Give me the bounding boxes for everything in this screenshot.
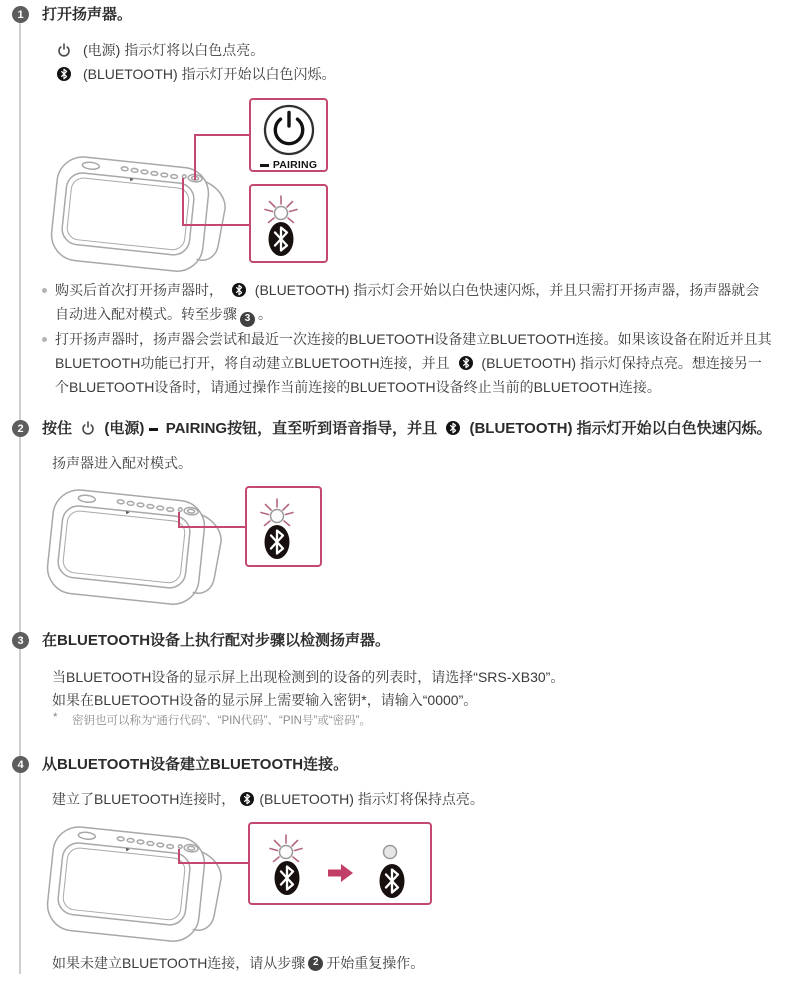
bluetooth-indicator-line: [52, 62, 336, 86]
step-3-line-2: 如果在BLUETOOTH设备的显示屏上需要输入密钥*，请输入“0000”。: [52, 692, 478, 708]
step-4-title: 从BLUETOOTH设备建立BLUETOOTH连接。: [42, 756, 349, 773]
indicator-lines: [52, 38, 336, 86]
step-4: [0, 756, 800, 981]
bluetooth-icon: [232, 283, 246, 297]
step-1: [0, 6, 800, 420]
step-3-title: 在BLUETOOTH设备上执行配对步骤以检测扬声器。: [42, 632, 391, 649]
final-segment: 如果未建立BLUETOOTH连接，请从步骤: [52, 955, 306, 971]
pairing-label: PAIRING: [272, 159, 318, 171]
power-button-icon: [262, 103, 316, 157]
step-2: [0, 420, 800, 632]
bluetooth-indicator-text: (BLUETOOTH) 指示灯开始以白色闪烁。: [83, 66, 336, 82]
power-indicator-line: [52, 38, 336, 62]
final-segment: 开始重复操作。: [326, 955, 425, 971]
bluetooth-badge-icon: [272, 859, 302, 897]
step-2-body: 扬声器进入配对模式。: [52, 455, 192, 471]
pairing-dash-icon: [260, 164, 269, 167]
callout-bluetooth-indicator: [245, 486, 322, 567]
bluetooth-icon: [57, 67, 71, 81]
title-segment: PAIRING按钮，直至听到语音指导，并且: [165, 420, 438, 437]
callout-connector: [182, 224, 249, 226]
bullet-text: (BLUETOOTH) 指示灯保持点亮。想连接另一个BLUETOOTH设备时，请通过操作当前连接的BLUETOOTH设备终止当前的BLUETOOTH连接。: [55, 354, 762, 395]
callout-connector: [182, 178, 184, 226]
step-3-line-1: 当BLUETOOTH设备的显示屏上出现检测到的设备的列表时，请选择“SRS-XB30”。: [52, 669, 565, 685]
bluetooth-badge-icon: [266, 220, 296, 258]
step-4-body: [52, 788, 484, 811]
callout-power-button: [249, 98, 328, 172]
bullet-text: 。: [258, 306, 272, 322]
speaker-illustration: [44, 140, 244, 280]
list-item: [40, 278, 772, 327]
power-indicator-text: (电源) 指示灯将以白色点亮。: [83, 42, 265, 58]
bullet-text: 购买后首次打开扬声器时，: [55, 282, 223, 298]
footnote-marker: *: [53, 712, 58, 724]
title-segment: 按住: [42, 420, 73, 437]
body-segment: (BLUETOOTH) 指示灯将保持点亮。: [259, 791, 484, 807]
callout-connector: [194, 134, 196, 180]
step-4-badge: 4: [12, 756, 29, 773]
bluetooth-icon: [446, 421, 460, 435]
bluetooth-badge-icon: [262, 523, 292, 561]
bluetooth-icon: [240, 792, 254, 806]
bullet-text: 打开扬声器时，扬声器会尝试和最近一次连接的BLUETOOTH设备建立BLUETOOTH连接。如果该设备在附近并且其BLUETOOTH功能已打开，将自动建立BLUETOOTH连接，并且: [55, 330, 772, 371]
speaker-illustration: [40, 810, 240, 950]
callout-connector: [178, 526, 245, 528]
step-4-final-note: [52, 952, 424, 974]
body-segment: 建立了BLUETOOTH连接时，: [52, 791, 236, 807]
bluetooth-badge-icon: [377, 862, 407, 900]
step-3: [0, 632, 800, 752]
step-3-badge: 3: [12, 632, 29, 649]
callout-connector: [194, 134, 251, 136]
callout-bluetooth-indicator: [249, 184, 328, 263]
title-segment: (电源): [104, 420, 145, 437]
footnote: [53, 712, 371, 728]
step-2-title: [42, 420, 800, 438]
bullet-text: (BLUETOOTH) 指示灯会开始以白色快速闪烁，并且只需打开扬声器，扬声器就会自动进入配对模式。转至步骤: [55, 282, 760, 322]
step-1-title: 打开扬声器。: [42, 6, 133, 23]
power-icon: [57, 43, 71, 57]
step-ref-badge: 3: [240, 312, 255, 327]
bluetooth-icon: [459, 356, 473, 370]
title-segment: (BLUETOOTH) 指示灯开始以白色快速闪烁。: [469, 420, 772, 437]
pairing-dash-icon: [149, 428, 158, 431]
power-icon: [81, 421, 95, 435]
footnote-text: 密钥也可以称为“通行代码”、“PIN代码”、“PIN号”或“密码”。: [72, 715, 371, 727]
step-1-badge: 1: [12, 6, 29, 23]
list-item: [40, 327, 772, 399]
right-arrow-icon: [326, 862, 356, 884]
speaker-illustration: [40, 473, 240, 613]
callout-indicator-transition: [248, 822, 432, 905]
pairing-label-row: [251, 159, 326, 171]
callout-connector: [178, 862, 248, 864]
bluetooth-indicator-steady-icon: [368, 828, 412, 862]
step-ref-badge: 2: [308, 956, 323, 971]
notes-list: [40, 278, 772, 399]
step-2-badge: 2: [12, 420, 29, 437]
